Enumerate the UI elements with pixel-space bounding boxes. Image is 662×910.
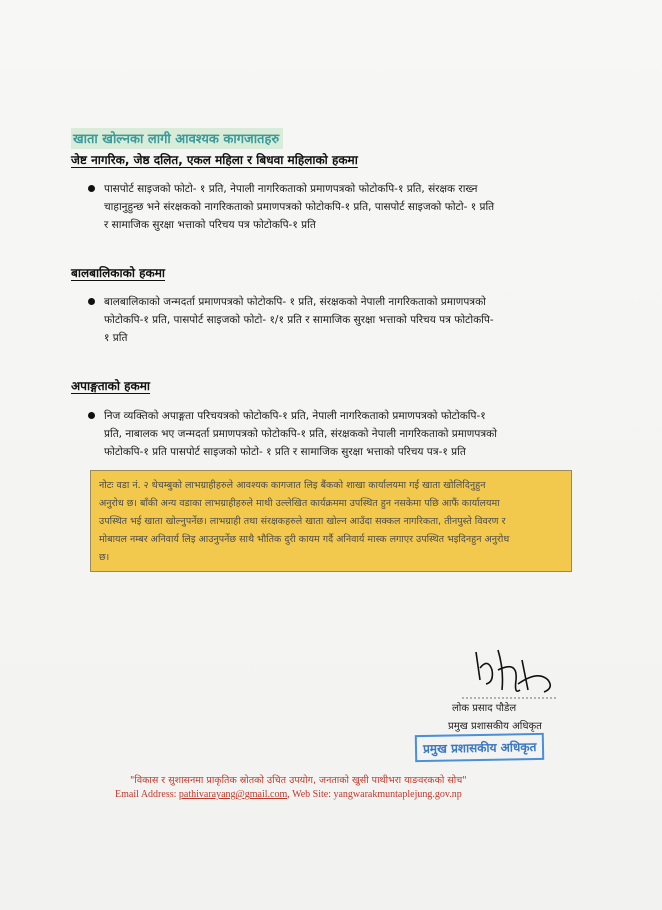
email-link[interactable]: pathivarayang@gmail.com [178,789,288,800]
note-line: मोबायल नम्बर अनिवार्य लिइ आउनुपर्नेछ साथै भौतिक दुरी कायम गर्दै अनिवार्य मास्क लगाएर उपस्थित भइदिनहुन अनुरोध [99,534,510,545]
footer-contact: Email Address: pathivarayang@gmail.com, Web Site: yangwarakmuntaplejung.gov.np [115,789,462,800]
body-line: प्रति, नाबालक भए जन्मदर्ता प्रमाणपत्रको फोटोकपि-१ प्रति, संरक्षकको नेपाली नागरिकताको प्रमाणपत्रको [104,428,497,440]
page-heading: खाता खोल्नका लागी आवश्यक कागजातहरु [71,128,283,149]
web-label: Web Site: [292,789,331,800]
note-line [99,477,563,495]
body-line: १ प्रति [104,332,128,344]
body-line: फोटोकपि-१ प्रति, पासपोर्ट साइजको फोटो- १/१ प्रति र सामाजिक सुरक्षा भत्ताको परिचय पत्र फोटोकपि- [104,314,494,326]
note-line: अनुरोध छ। बाँकी अन्य वडाका लाभग्राहीहरुले माथी उल्लेखित कार्यक्रममा उपस्थित हुन नसकेमा पछि आफैं कार्यालयमा [99,498,500,509]
signatory-title: प्रमुख प्रशासकीय अधिकृत [448,721,542,732]
section-body-children [104,293,586,347]
body-line: निज व्यक्तिको अपाङ्गता परिचयत्रको फोटोकपि-१ प्रति, नेपाली नागरिकताको प्रमाणपत्रको फोटोकपि-१ [104,410,486,422]
section-title-children: बालबालिकाको हकमा [71,266,165,280]
section-title-disability: अपाङ्गताको हकमा [71,379,151,393]
body-line: बालबालिकाको जन्मदर्ता प्रमाणपत्रको फोटोकपि- १ प्रति, संरक्षकको नेपाली नागरिकताको प्रमाणपत्रको [104,296,486,308]
email-label: Email Address: [115,789,177,800]
note-box [90,470,572,572]
body-line: चाहानुहुन्छ भने संरक्षकको नागरिकताको प्रमाणपत्रको फोटोकपि-१ प्रति, पासपोर्ट साइजको फोटो- १ प्रति [104,201,495,213]
web-link[interactable]: yangwarakmuntaplejung.gov.np [333,789,462,800]
note-label: नोटः [99,480,114,491]
bullet-icon [88,185,95,192]
body-line: र सामाजिक सुरक्षा भत्ताको परिचय पत्र फोटोकपि-१ प्रति [104,219,316,231]
footer-slogan: "विकास र सुशासनमा प्राकृतिक स्रोतको उचित उपयोग, जनताको खुसी पाथीभरा याङवरकको सोच" [130,775,467,786]
bullet-icon [88,298,95,305]
section-body-senior [104,180,586,234]
note-line: छ। [99,552,110,563]
body-line: फोटोकपि-१ प्रति पासपोर्ट साइजको फोटो- १ प्रति र सामाजिक सुरक्षा भत्ताको परिचय पत्र-१ प्रति [104,446,466,458]
section-title-senior: जेष्ट नागरिक, जेष्ठ दलित, एकल महिला र बिधवा महिलाको हकमा [71,153,358,167]
note-line: उपस्थित भई खाता खोल्नुपर्नेछ। लाभग्राही तथा संरक्षकहरुले खाता खोल्न आउँदा सक्कल नागरिकता, तीनपुस्ते विवरण र [99,516,506,527]
signatory-name: लोक प्रसाद पौडेल [452,703,517,714]
body-line: पासपोर्ट साइजको फोटो- १ प्रति, नेपाली नागरिकताको प्रमाणपत्रको फोटोकपि-१ प्रति, संरक्षक राख्न [104,183,478,195]
bullet-icon [88,412,95,419]
section-body-disability [104,407,586,461]
official-stamp: प्रमुख प्रशासकीय अधिकृत [415,733,545,762]
note-text: वडा नं. २ थेचम्बुको लाभग्राहीहरुले आवश्यक कागजात लिइ बैंकको शाखा कार्यालयमा गई खाता खोलिदिनुहुन [116,480,486,491]
